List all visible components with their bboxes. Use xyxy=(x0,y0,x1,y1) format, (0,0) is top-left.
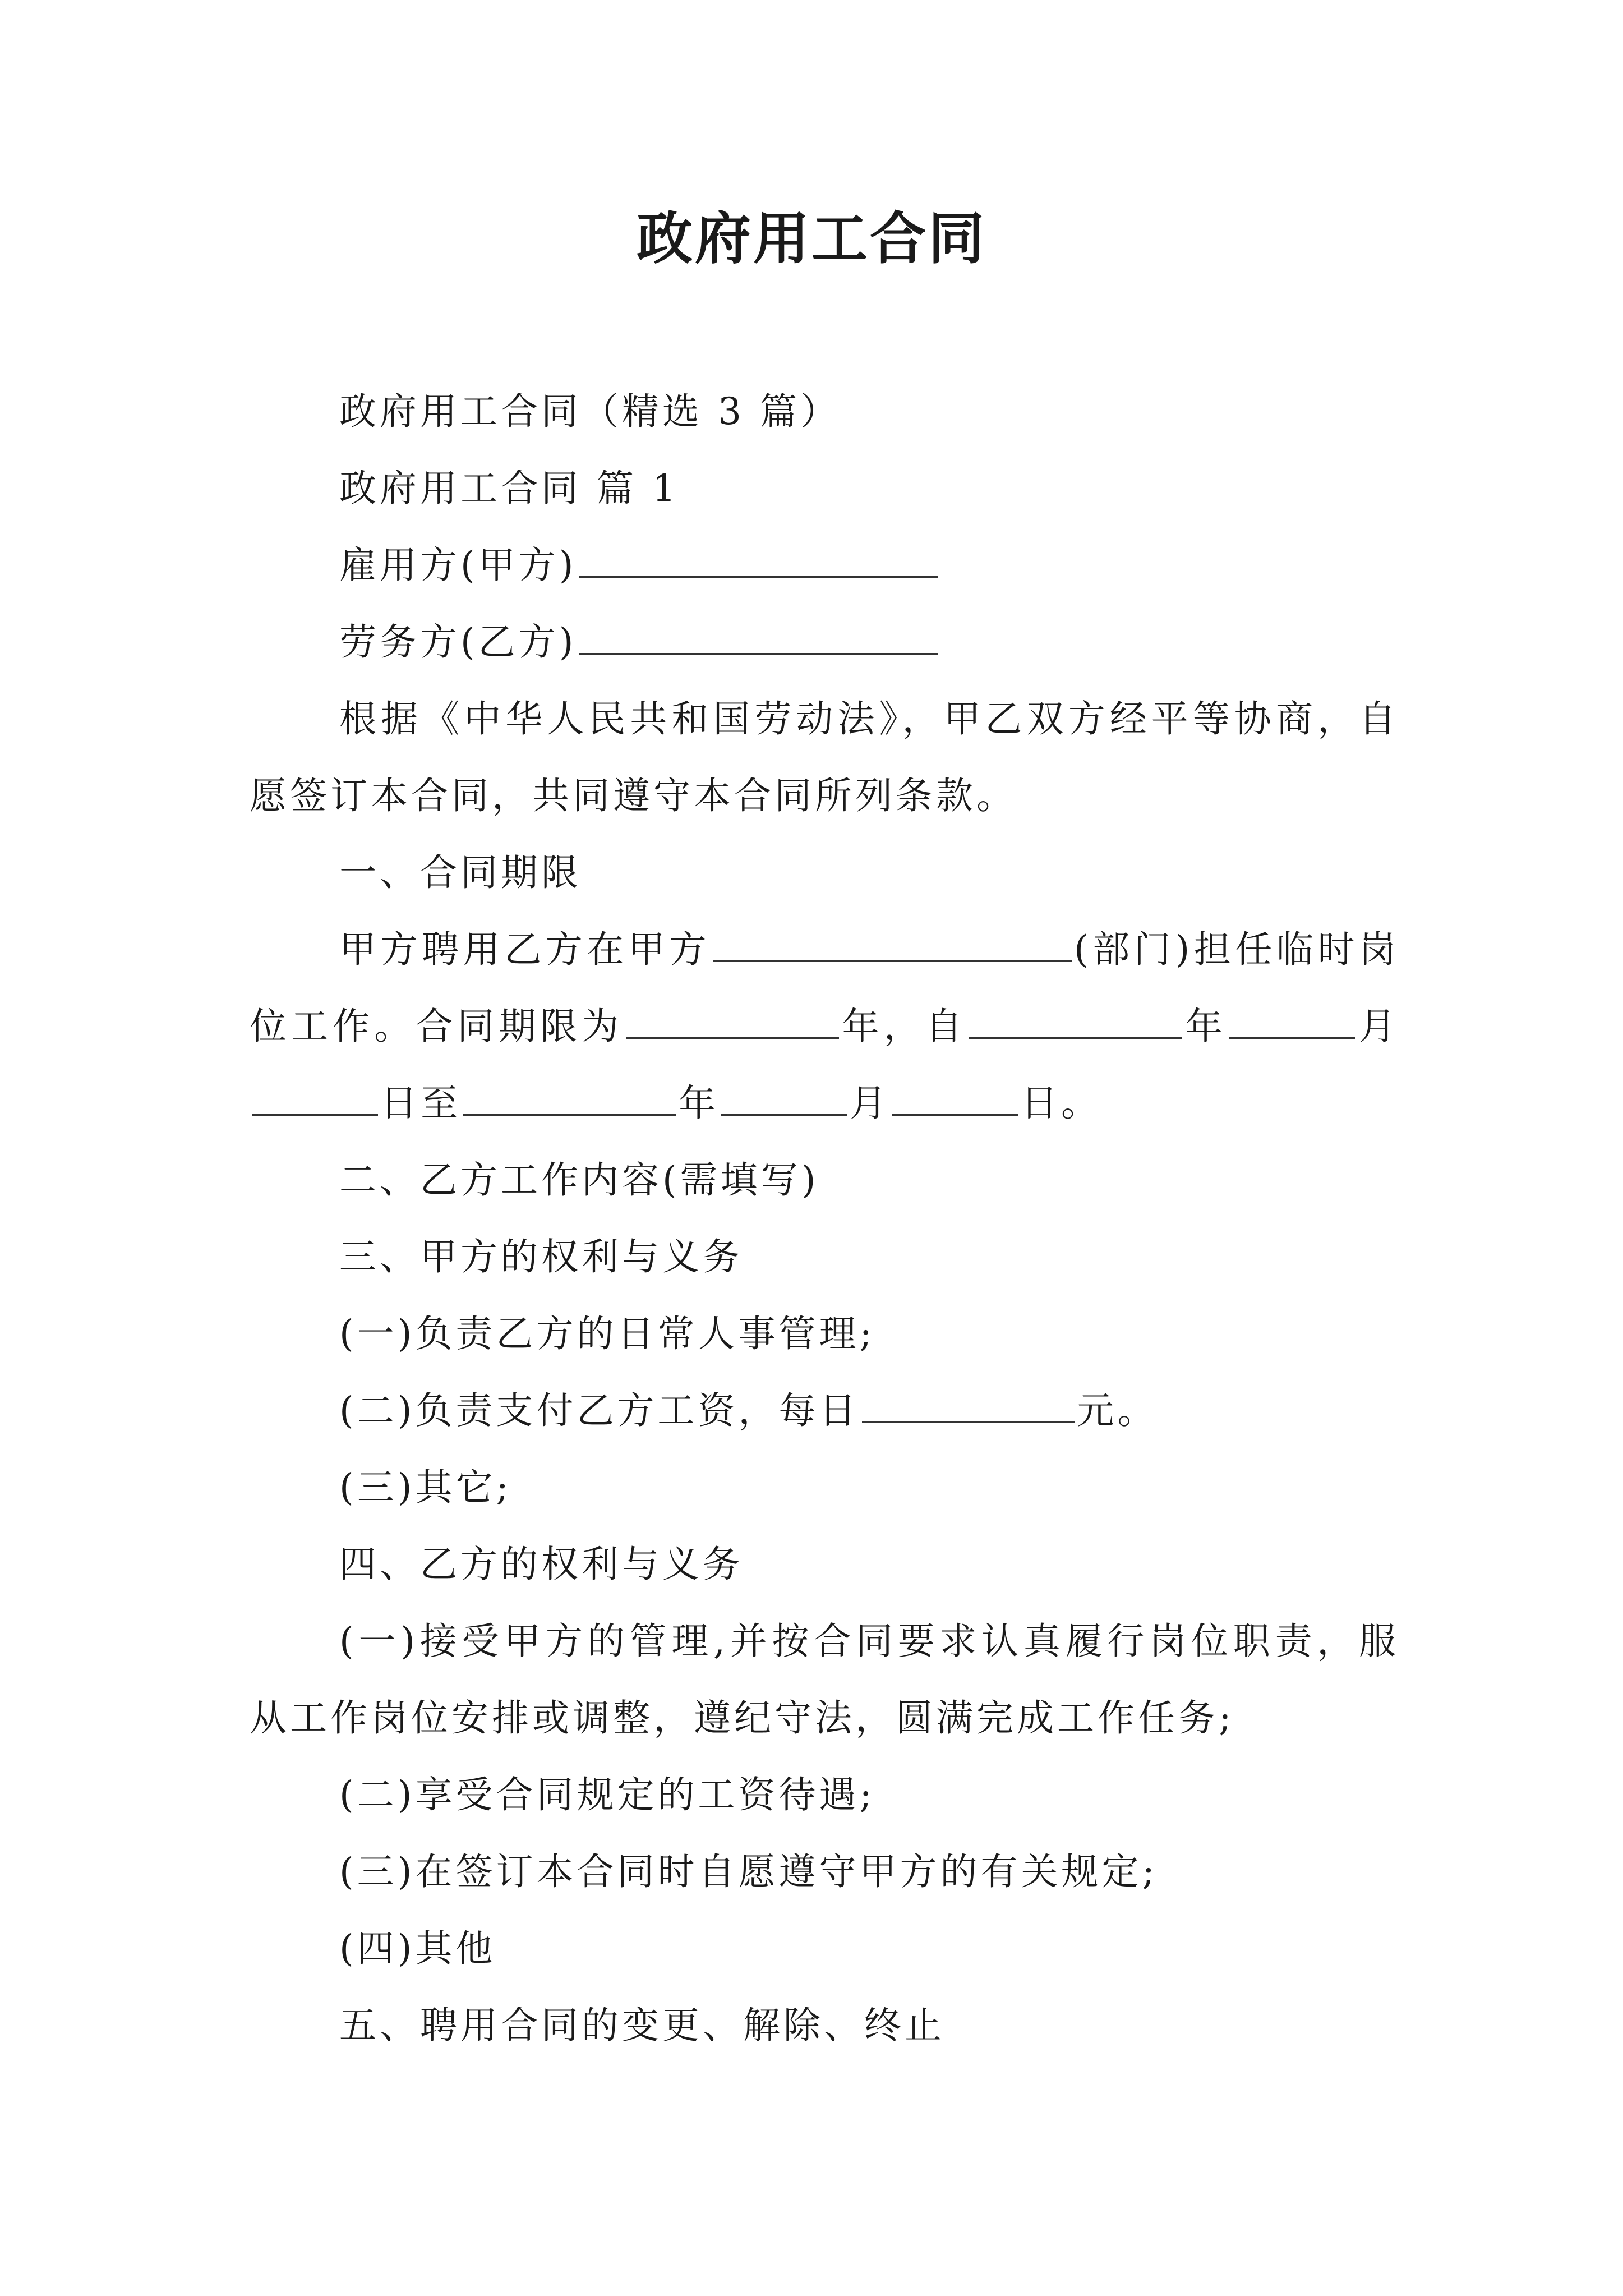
start-day-blank[interactable] xyxy=(252,1082,378,1116)
clause-4-item-4: (四)其他 xyxy=(339,1927,496,1970)
section-heading-part1: 政府用工合同 篇 1 xyxy=(339,467,679,510)
laborer-line xyxy=(250,604,1399,680)
start-year-blank[interactable] xyxy=(969,1005,1182,1039)
clause-4-item-3: (三)在签订本合同时自愿遵守甲方的有关规定; xyxy=(339,1850,1158,1893)
daily-wage-blank[interactable] xyxy=(862,1389,1075,1423)
clause-3-item-2 xyxy=(250,1372,1399,1449)
clause-1-paragraph xyxy=(250,911,1399,1142)
clause-2-heading: 二、乙方工作内容(需填写) xyxy=(339,1158,819,1202)
laborer-blank[interactable] xyxy=(579,620,938,655)
clause-3-heading: 三、甲方的权利与义务 xyxy=(339,1235,743,1278)
clause-1-text-b: (部门)担任临时岗位工作。合同期限为 xyxy=(250,928,1399,1048)
start-month-blank[interactable] xyxy=(1229,1005,1355,1039)
preamble-paragraph: 根据《中华人民共和国劳动法》，甲乙双方经平等协商，自愿签订本合同，共同遵守本合同所列条款。 xyxy=(250,697,1399,817)
clause-1-text-h: 月 xyxy=(850,1082,890,1125)
clause-4-heading: 四、乙方的权利与义务 xyxy=(339,1543,743,1586)
clause-3-item-1: (一)负责乙方的日常人事管理; xyxy=(339,1312,875,1355)
employer-label: 雇用方(甲方) xyxy=(339,544,577,587)
end-day-blank[interactable] xyxy=(892,1082,1018,1116)
document-body xyxy=(250,373,1399,2064)
employer-line xyxy=(250,527,1399,604)
clause-1-text-i: 日。 xyxy=(1021,1082,1101,1125)
clause-1-text-c: 年，自 xyxy=(841,1005,967,1048)
clause-4-item-1: (一)接受甲方的管理,并按合同要求认真履行岗位职责，服从工作岗位安排或调整，遵纪守法，圆满完成工作任务; xyxy=(250,1619,1399,1740)
end-year-blank[interactable] xyxy=(463,1082,676,1116)
employer-blank[interactable] xyxy=(579,544,938,578)
clause-1-text-f: 日至 xyxy=(380,1082,461,1125)
laborer-label: 劳务方(乙方) xyxy=(339,620,577,664)
wage-text: (二)负责支付乙方工资，每日 xyxy=(339,1389,860,1432)
clause-1-text-g: 年 xyxy=(679,1082,719,1125)
clause-3-item-3: (三)其它; xyxy=(339,1466,512,1509)
wage-unit: 元。 xyxy=(1077,1389,1158,1432)
department-blank[interactable] xyxy=(713,928,1072,962)
subtitle-line: 政府用工合同（精选 3 篇） xyxy=(339,390,841,433)
clause-5-heading: 五、聘用合同的变更、解除、终止 xyxy=(339,2004,945,2047)
clause-1-text-d: 年 xyxy=(1184,1005,1227,1048)
clause-1-heading: 一、合同期限 xyxy=(339,851,582,894)
clause-4-item-2: (二)享受合同规定的工资待遇; xyxy=(339,1773,875,1816)
clause-1-text-a: 甲方聘用乙方在甲方 xyxy=(339,928,711,971)
clause-1-text-e: 月 xyxy=(1357,1005,1399,1048)
term-years-blank[interactable] xyxy=(626,1005,839,1039)
document-title: 政府用工合同 xyxy=(637,205,986,272)
end-month-blank[interactable] xyxy=(721,1082,847,1116)
